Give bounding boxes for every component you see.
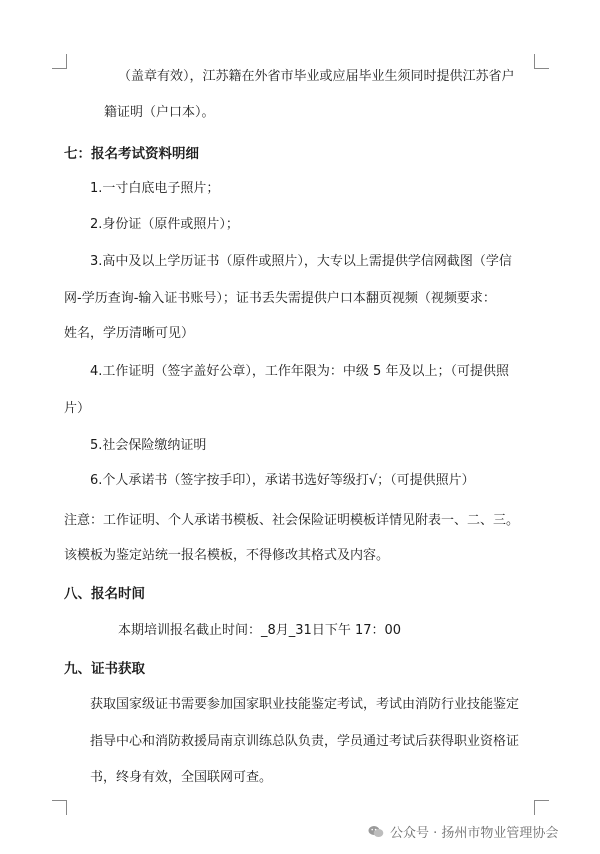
margin-corner-mark [534,800,549,815]
paragraph-line: 籍证明（户口本）。 [104,105,215,120]
paragraph-line: 获取国家级证书需要参加国家职业技能鉴定考试，考试由消防行业技能鉴定 [90,697,520,712]
list-item: 网-学历查询-输入证书账号）；证书丢失需提供户口本翻页视频（视频要求： [64,291,496,306]
paragraph-line: 本期培训报名截止时间：_8月_31日下午 17：00 [118,623,402,638]
note-line: 该模板为鉴定站统一报名模板，不得修改其格式及内容。 [64,548,390,563]
margin-corner-mark [534,54,549,69]
paragraph-line: 指导中心和消防救援局南京训练总队负责，学员通过考试后获得职业资格证 [90,734,520,749]
list-item: 姓名，学历清晰可见） [64,326,195,341]
section-heading: 七：报名考试资料明细 [64,146,199,162]
watermark-text: 公众号 · 扬州市物业管理协会 [390,826,559,841]
section-heading: 八、报名时间 [64,586,145,602]
margin-corner-mark [52,54,67,69]
list-item: 6.个人承诺书（签字按手印），承诺书选好等级打√；（可提供照片） [90,473,475,488]
margin-corner-mark [52,800,67,815]
list-item: 2.身份证（原件或照片）； [90,217,239,232]
list-item: 4.工作证明（签字盖好公章），工作年限为：中级 5 年及以上；（可提供照 [90,364,509,379]
paragraph-line: （盖章有效），江苏籍在外省市毕业或应届毕业生须同时提供江苏省户 [118,69,515,84]
list-item: 5.社会保险缴纳证明 [90,438,207,453]
note-line: 注意：工作证明、个人承诺书模板、社会保险证明模板详情见附表一、二、三。 [64,513,520,528]
watermark [368,822,558,841]
paragraph-line: 书，终身有效，全国联网可查。 [90,770,273,785]
list-item: 1.一寸白底电子照片； [90,181,220,196]
wechat-icon [368,825,384,838]
list-item: 片） [64,401,91,416]
list-item: 3.高中及以上学历证书（原件或照片），大专以上需提供学信网截图（学信 [90,254,512,269]
section-heading: 九、证书获取 [64,661,145,677]
